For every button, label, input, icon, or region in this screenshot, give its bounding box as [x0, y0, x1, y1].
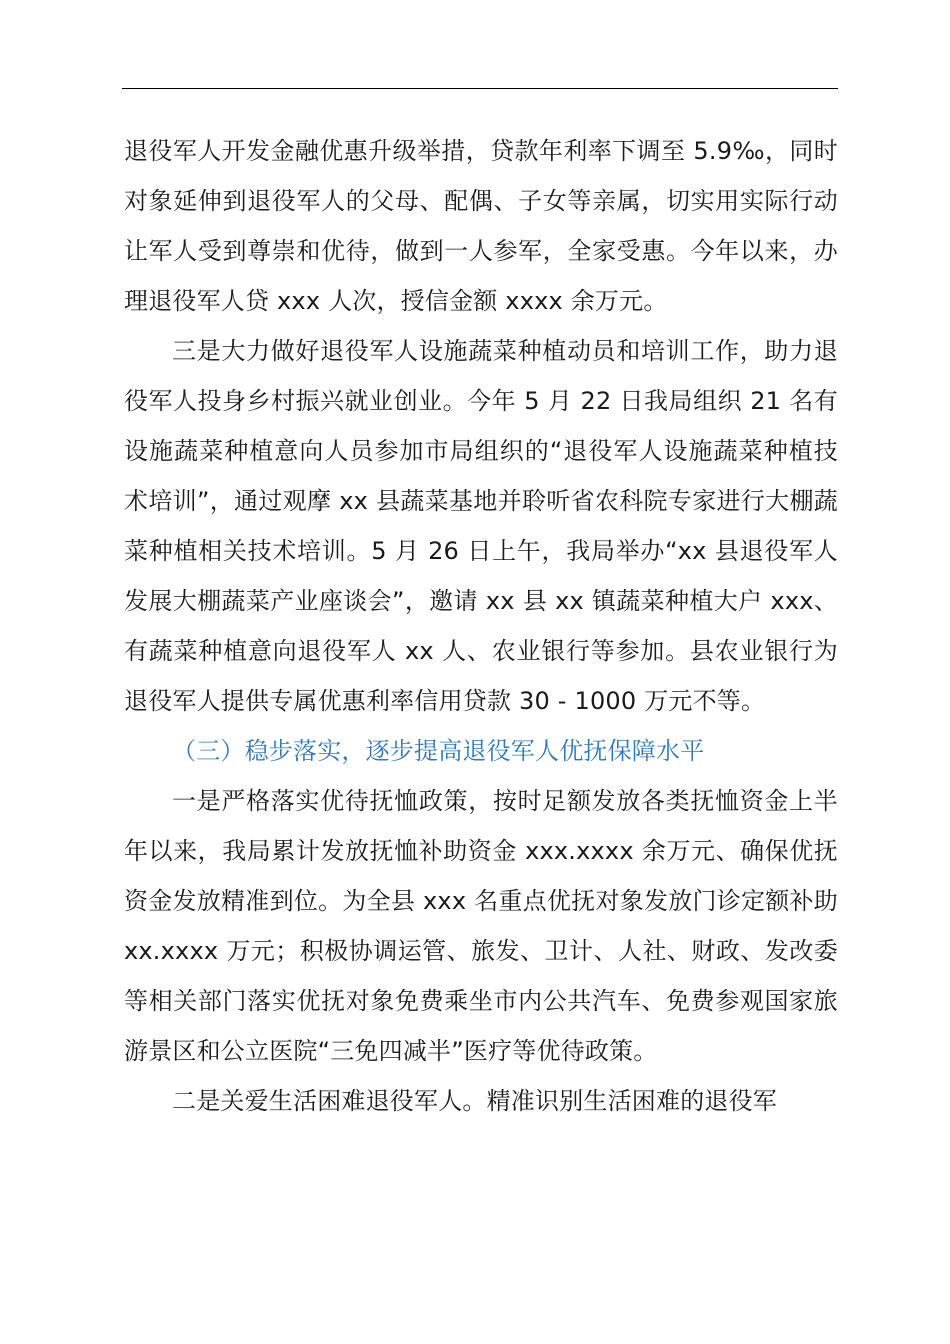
header-rule	[122, 88, 838, 89]
paragraph-loan-benefits: 退役军人开发金融优惠升级举措，贷款年利率下调至 5.9‰，同时对象延伸到退役军人的父母、配偶、子女等亲属，切实用实际行动让军人受到尊崇和优待，做到一人参军，全家受惠。今年以来，办理退役军人贷 xxx 人次，授信金额 xxxx 余万元。	[124, 137, 838, 315]
document-body	[124, 126, 838, 1126]
section-heading-3: （三）稳步落实，逐步提高退役军人优抚保障水平	[172, 737, 705, 765]
paragraph-vegetable-training: 三是大力做好退役军人设施蔬菜种植动员和培训工作，助力退役军人投身乡村振兴就业创业。今年 5 月 22 日我局组织 21 名有设施蔬菜种植意向人员参加市局组织的“退役军人设施蔬菜种植技术培训”，通过观摩 xx 县蔬菜基地并聆听省农科院专家进行大棚蔬菜种植相关技术培训。5 月 26 日上午，我局举办“xx 县退役军人发展大棚蔬菜产业座谈会”，邀请 xx 县 xx 镇蔬菜种植大户 xxx、有蔬菜种植意向退役军人 xx 人、农业银行等参加。县农业银行为退役军人提供专属优惠利率信用贷款 30 - 1000 万元不等。	[124, 337, 838, 715]
paragraph-care-for-veterans: 二是关爱生活困难退役军人。精准识别生活困难的退役军	[172, 1087, 777, 1115]
paragraph-pension-policy: 一是严格落实优待抚恤政策，按时足额发放各类抚恤资金上半年以来，我局累计发放抚恤补助资金 xxx.xxxx 余万元、确保优抚资金发放精准到位。为全县 xxx 名重点优抚对象发放门诊定额补助 xx.xxxx 万元；积极协调运管、旅发、卫计、人社、财政、发改委等相关部门落实优抚对象免费乘坐市内公共汽车、免费参观国家旅游景区和公立医院“三免四减半”医疗等优待政策。	[124, 787, 838, 1065]
